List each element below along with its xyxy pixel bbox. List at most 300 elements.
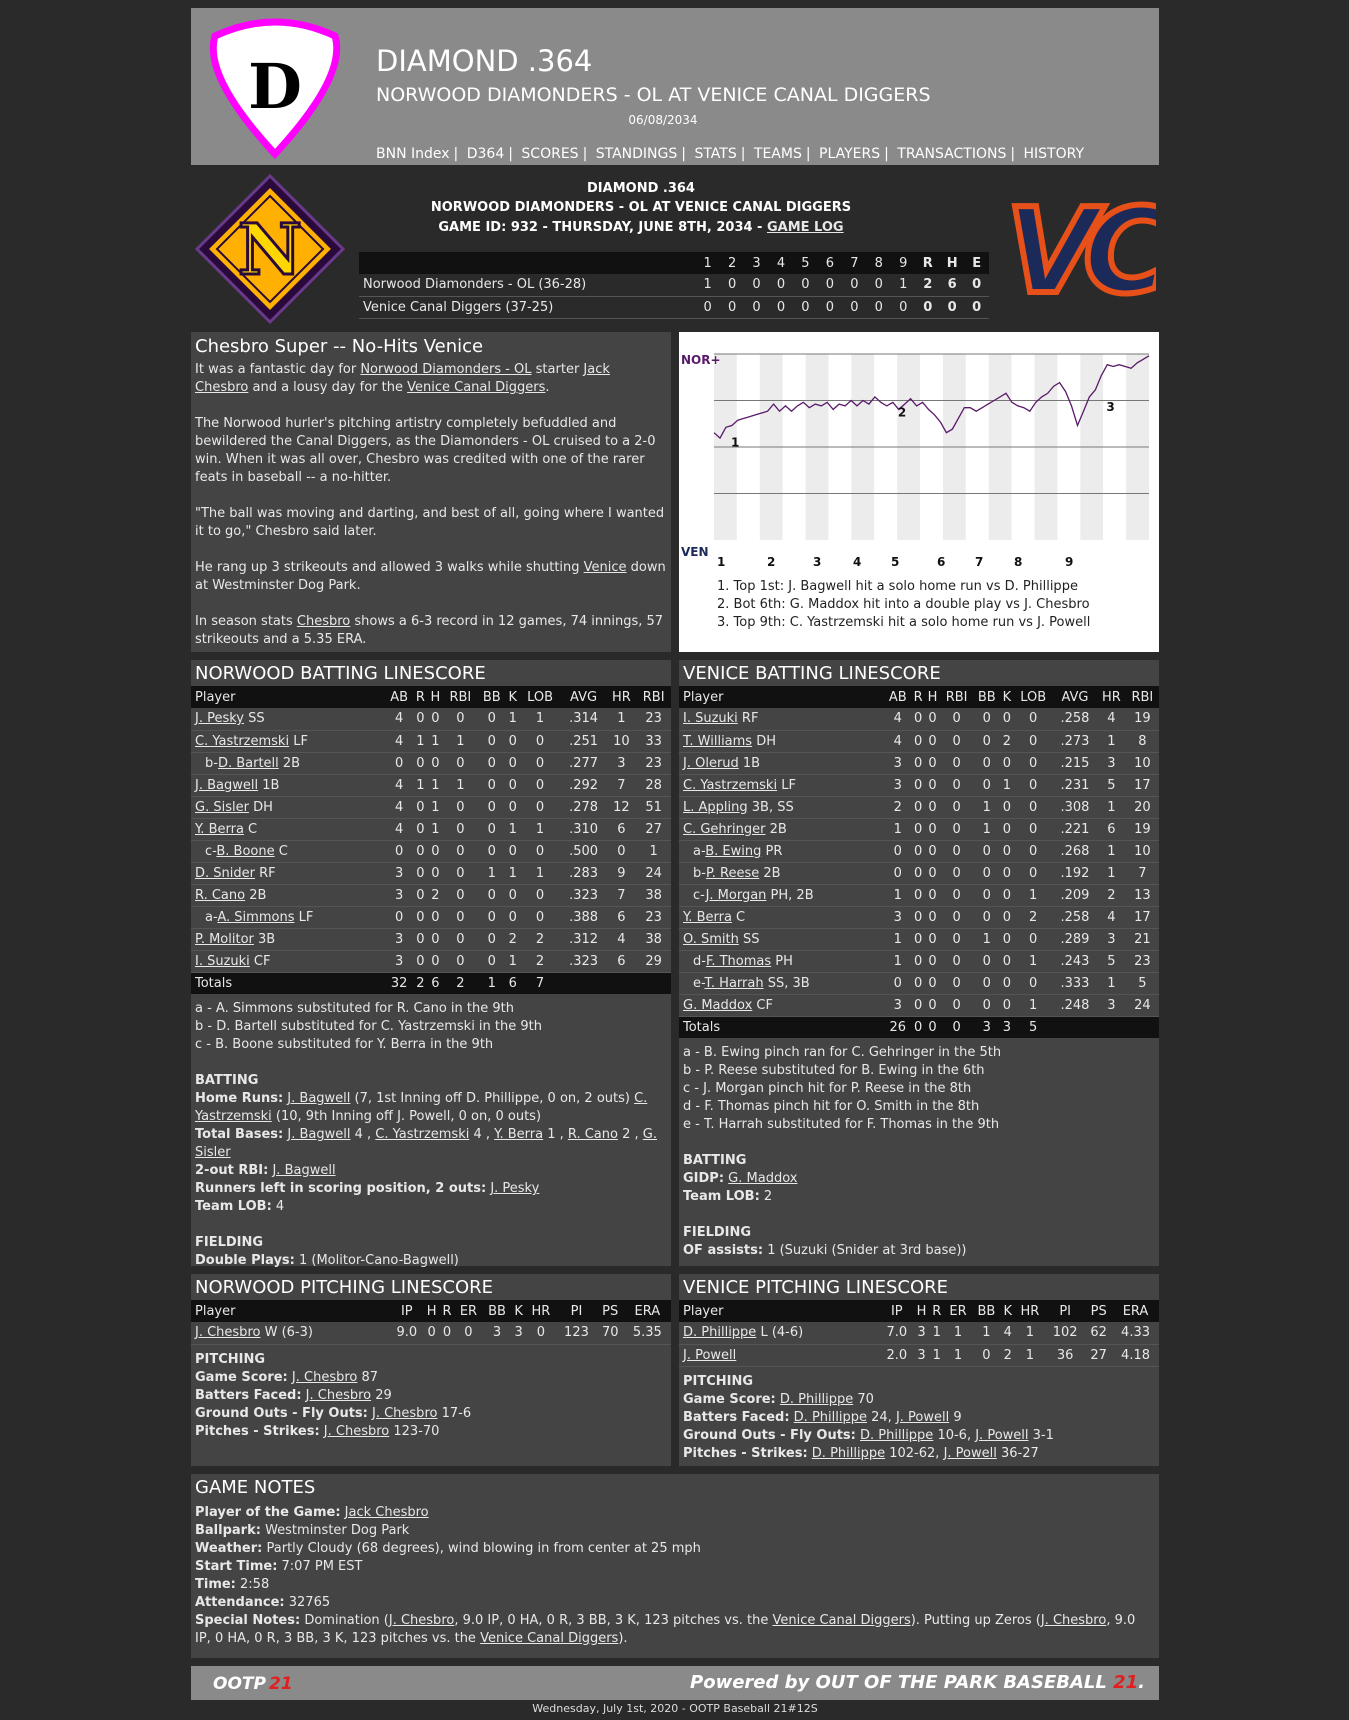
stat-cell: 4.18 <box>1112 1344 1159 1366</box>
player-link[interactable]: Y. Berra <box>683 909 732 925</box>
player-link[interactable]: J. Chesbro <box>323 1423 390 1439</box>
nav-teams[interactable]: TEAMS <box>753 146 802 162</box>
player-link[interactable]: J. Chesbro <box>305 1387 372 1403</box>
stat-cell: .273 <box>1053 730 1097 752</box>
player-position: 3B <box>253 931 276 947</box>
table-row <box>679 862 1159 884</box>
column-header: K <box>512 1300 526 1322</box>
linescore-header-blank <box>359 252 695 274</box>
stat-cell: 6 <box>607 950 637 972</box>
stat-text: 4 <box>271 1199 285 1214</box>
game-notes-panel <box>191 1474 1159 1658</box>
player-link[interactable]: L. Appling <box>683 799 748 815</box>
player-position: 2B <box>759 865 781 881</box>
note-line <box>195 1594 1155 1612</box>
panel-title: VENICE BATTING LINESCORE <box>683 663 941 684</box>
stat-text: (7, 1st Inning off D. Phillippe, 0 on, 2 outs) <box>350 1091 635 1106</box>
player-position: C <box>274 843 288 859</box>
stat-cell: 0 <box>1013 840 1053 862</box>
player-link[interactable]: F. Thomas <box>705 953 772 969</box>
column-header: BB <box>972 1300 1001 1322</box>
sub-note: c - J. Morgan pinch hit for P. Reese in the 8th <box>683 1081 972 1096</box>
linescore-val: 0 <box>769 296 793 318</box>
game-matchup: NORWOOD DIAMONDERS - OL AT VENICE CANAL DIGGERS <box>430 200 852 215</box>
diamond-logo[interactable] <box>197 16 353 161</box>
note-line <box>195 1504 1155 1522</box>
column-header: LOB <box>519 686 560 708</box>
stat-line <box>195 1090 667 1126</box>
stat-cell: 0 <box>973 884 1000 906</box>
stat-cell: 0 <box>440 1322 455 1344</box>
note-text: , 9.0 IP, 0 HA, 0 R, 3 BB, 3 K, 123 pitches vs. the <box>195 1613 1136 1646</box>
section-head <box>195 1234 667 1252</box>
table-header <box>679 1300 1159 1322</box>
stat-cell: 0 <box>911 972 925 994</box>
stat-cell: 2 <box>506 928 520 950</box>
stat-label: Batters Faced: <box>683 1409 790 1425</box>
table-row <box>679 928 1159 950</box>
stat-cell: 0 <box>911 884 925 906</box>
column-header: AVG <box>561 686 607 708</box>
stat-cell: 0 <box>911 840 925 862</box>
stat-cell: 1 <box>884 884 911 906</box>
stat-cell: 0 <box>973 752 1000 774</box>
stat-cell: 3 <box>385 928 413 950</box>
ootp-logo[interactable] <box>211 1671 301 1695</box>
chesbro-link[interactable]: Chesbro <box>296 614 351 629</box>
stat-cell: 0 <box>911 796 925 818</box>
stat-cell: .388 <box>561 906 607 928</box>
stat-cell: 0 <box>413 884 427 906</box>
column-header: R <box>413 686 427 708</box>
stat-cell: 0 <box>607 840 637 862</box>
player-link[interactable]: P. Molitor <box>195 931 254 947</box>
stat-cell: 1 <box>506 818 520 840</box>
player-cell <box>191 862 385 884</box>
stat-cell: 2 <box>1000 730 1013 752</box>
linescore-team[interactable]: Venice Canal Diggers (37-25) <box>359 296 695 318</box>
note-label: Player of the Game: <box>195 1505 341 1520</box>
stat-cell: 0 <box>519 906 560 928</box>
player-cell <box>679 994 884 1016</box>
player-link[interactable]: D. Bartell <box>217 755 279 771</box>
venice-link[interactable]: Venice <box>583 560 627 575</box>
stat-cell: 9.0 <box>390 1322 424 1344</box>
stat-cell: 1 <box>929 1344 944 1366</box>
stat-cell: 51 <box>636 796 671 818</box>
stat-cell: 27 <box>636 818 671 840</box>
stat-cell: .500 <box>561 840 607 862</box>
totals-cell: 6 <box>506 972 520 994</box>
stat-cell: 1 <box>929 1322 944 1344</box>
stat-line <box>683 1170 1155 1188</box>
stat-cell: 1 <box>443 774 478 796</box>
nav-scores[interactable]: SCORES <box>521 146 579 162</box>
totals-cell: 32 <box>385 972 413 994</box>
player-link[interactable]: T. Harrah <box>704 975 764 991</box>
player-link[interactable]: P. Reese <box>705 865 760 881</box>
totals-cell: 0 <box>940 1016 973 1038</box>
stat-cell: 0 <box>413 752 427 774</box>
column-header: R <box>911 686 925 708</box>
stat-cell: 1 <box>1097 862 1126 884</box>
linescore-col: 4 <box>769 252 793 274</box>
note-label: Start Time: <box>195 1559 278 1574</box>
nav-d364[interactable]: D364 <box>466 146 505 162</box>
section-head <box>683 1224 1155 1242</box>
stat-cell: 2 <box>519 928 560 950</box>
stat-cell: 1 <box>1013 884 1053 906</box>
stat-label: Runners left in scoring position, 2 outs: <box>195 1181 487 1196</box>
player-link[interactable]: J. Morgan <box>705 887 767 903</box>
stat-cell: 0 <box>884 862 911 884</box>
stat-cell: 70 <box>597 1322 624 1344</box>
panel-title: NORWOOD BATTING LINESCORE <box>195 663 486 684</box>
stat-cell: 0 <box>478 884 506 906</box>
linescore-val: 0 <box>964 274 989 296</box>
story-headline: Chesbro Super -- No-Hits Venice <box>195 336 484 357</box>
venice-link[interactable]: Venice Canal Diggers <box>407 380 546 395</box>
nav-sep: | <box>582 146 588 162</box>
player-link[interactable]: J. Powell <box>943 1445 997 1461</box>
linescore-col: 3 <box>744 252 768 274</box>
stat-cell: 0 <box>443 950 478 972</box>
norwood-batting-notes <box>191 994 671 1276</box>
stat-cell: 0 <box>925 796 940 818</box>
linescore-val: 1 <box>695 274 719 296</box>
player-cell <box>679 972 884 994</box>
player-link[interactable]: D. Phillippe <box>793 1409 867 1425</box>
table-body <box>191 1322 671 1344</box>
nav-stats[interactable]: STATS <box>694 146 737 162</box>
totals-cell <box>561 972 607 994</box>
stat-cell: 1 <box>1097 730 1126 752</box>
stat-cell: 1 <box>973 796 1000 818</box>
stat-cell: 0 <box>1013 862 1053 884</box>
player-link[interactable]: T. Williams <box>683 733 753 749</box>
player-cell <box>679 1344 880 1366</box>
player-position: RF <box>254 865 276 881</box>
player-cell <box>679 884 884 906</box>
stat-cell: 0 <box>911 928 925 950</box>
stat-cell: 1 <box>607 708 637 730</box>
linescore-val: 0 <box>793 274 817 296</box>
player-link[interactable]: B. Ewing <box>705 843 762 859</box>
stat-cell: 0 <box>443 862 478 884</box>
nav-history[interactable]: HISTORY <box>1023 146 1085 162</box>
norwood-pitching-notes <box>191 1345 671 1447</box>
site-header <box>191 8 1159 165</box>
stat-cell: 1 <box>428 818 444 840</box>
stat-text: 10-6, <box>933 1427 976 1443</box>
stat-cell: 4 <box>385 708 413 730</box>
nav-transactions[interactable]: TRANSACTIONS <box>897 146 1007 162</box>
player-link[interactable]: Y. Berra <box>494 1127 544 1142</box>
stat-cell: 1 <box>413 730 427 752</box>
sub-marker: c- <box>205 843 217 859</box>
player-link[interactable]: R. Cano <box>195 887 246 903</box>
page-wrap <box>191 8 1159 1715</box>
stat-cell: 2 <box>519 950 560 972</box>
player-link[interactable]: B. Boone <box>216 843 275 859</box>
table-row <box>679 1344 1159 1366</box>
linescore-row <box>359 274 989 296</box>
player-position: LF <box>289 733 308 749</box>
player-link[interactable]: D. Phillippe <box>860 1427 934 1443</box>
table-row <box>679 840 1159 862</box>
stat-cell: 1 <box>1097 972 1126 994</box>
player-cell <box>679 774 884 796</box>
totals-cell <box>1053 1016 1097 1038</box>
player-link[interactable]: C. Yastrzemski <box>195 733 290 749</box>
stat-cell: 3 <box>914 1322 930 1344</box>
nav-bnn-index[interactable]: BNN Index <box>376 146 450 162</box>
story-text: He rang up 3 strikeouts and allowed 3 walks while shutting <box>195 560 584 575</box>
player-position: CF <box>752 997 773 1013</box>
player-link[interactable]: J. Bagwell <box>287 1091 351 1106</box>
stat-cell: 4 <box>385 818 413 840</box>
column-header: K <box>506 686 520 708</box>
team-link[interactable]: Venice Canal Diggers <box>772 1613 911 1628</box>
table-row <box>191 928 671 950</box>
story-paragraph <box>195 613 667 649</box>
table-body <box>679 1322 1159 1366</box>
stat-cell: 1 <box>884 928 911 950</box>
linescore-val: 0 <box>867 296 891 318</box>
player-link[interactable]: D. Phillippe <box>683 1325 757 1341</box>
column-header: ERA <box>1112 1300 1159 1322</box>
stat-cell: 0 <box>940 994 973 1016</box>
player-link[interactable]: J. Olerud <box>683 755 739 771</box>
stat-cell: 0 <box>413 840 427 862</box>
stat-cell: 1 <box>1097 840 1126 862</box>
player-link[interactable]: J. Chesbro <box>388 1613 455 1628</box>
game-log-link[interactable]: GAME LOG <box>766 220 844 235</box>
player-position: PH <box>771 953 793 969</box>
stat-cell: 1 <box>443 730 478 752</box>
stat-cell: 1 <box>506 708 520 730</box>
sub-note: c - B. Boone substituted for Y. Berra in the 9th <box>195 1037 494 1052</box>
stat-text: 9 <box>949 1409 962 1425</box>
player-position: PH, 2B <box>766 887 814 903</box>
table-row <box>679 1322 1159 1344</box>
player-link[interactable]: J. Chesbro <box>372 1405 438 1421</box>
player-position: CF <box>249 953 271 969</box>
stat-cell: 0 <box>925 708 940 730</box>
game-id: GAME ID: 932 - THURSDAY, JUNE 8TH, 2034 - <box>438 220 767 235</box>
story-text: down at Westminster Dog Park. <box>195 560 666 593</box>
player-link[interactable]: J. Powell <box>975 1427 1029 1443</box>
linescore-team[interactable]: Norwood Diamonders - OL (36-28) <box>359 274 695 296</box>
player-link[interactable]: Jack Chesbro <box>344 1505 429 1520</box>
player-link[interactable]: J. Bagwell <box>195 777 259 793</box>
player-link[interactable]: J. Pesky <box>195 711 245 727</box>
stat-text: 1 , <box>543 1127 568 1142</box>
stat-line <box>683 1188 1155 1206</box>
stat-text: 70 <box>853 1391 874 1407</box>
table-header <box>191 686 671 708</box>
stat-cell: 1 <box>1000 774 1013 796</box>
player-link[interactable]: D. Snider <box>195 865 255 881</box>
stat-cell: 0 <box>424 1322 440 1344</box>
player-link[interactable]: C. Yastrzemski <box>195 1091 648 1124</box>
player-link[interactable]: J. Chesbro <box>291 1369 358 1385</box>
chart-x-tick: 3 <box>813 555 822 569</box>
story-paragraph <box>195 559 667 595</box>
player-position: 3B, SS <box>747 799 794 815</box>
stat-cell: 17 <box>1126 774 1159 796</box>
stat-label: Batters Faced: <box>195 1387 302 1403</box>
stat-cell: 12 <box>607 796 637 818</box>
player-link[interactable]: G. Maddox <box>683 997 753 1013</box>
venice-batting-panel <box>679 660 1159 1266</box>
spacer <box>195 1216 667 1234</box>
stat-cell: 0 <box>519 796 560 818</box>
top-nav <box>376 146 1084 162</box>
team-link[interactable]: Venice Canal Diggers <box>480 1631 619 1646</box>
stat-label: Home Runs: <box>195 1091 284 1106</box>
stat-cell: 2 <box>1001 1344 1015 1366</box>
player-link[interactable]: D. Phillippe <box>811 1445 886 1461</box>
player-link[interactable]: G. Sisler <box>195 799 249 815</box>
stat-cell: .278 <box>561 796 607 818</box>
linescore-val: 0 <box>744 274 768 296</box>
stat-cell: 1 <box>1013 950 1053 972</box>
powered-by-number: 21 <box>1113 1672 1139 1693</box>
column-header: K <box>1001 1300 1015 1322</box>
player-link[interactable]: J. Powell <box>683 1347 737 1363</box>
player-link[interactable]: C. Yastrzemski <box>683 777 778 793</box>
spacer <box>683 1134 1155 1152</box>
player-link[interactable]: I. Suzuki <box>195 953 250 969</box>
column-header: ER <box>454 1300 482 1322</box>
sub-marker: b- <box>205 755 218 771</box>
norwood-team-logo[interactable] <box>195 174 345 324</box>
totals-row <box>679 1016 1159 1038</box>
player-link[interactable]: J. Bagwell <box>272 1163 336 1178</box>
stat-cell: 0 <box>925 818 940 840</box>
player-cell <box>679 840 884 862</box>
table-body <box>679 708 1159 1038</box>
stat-cell: 0 <box>911 862 925 884</box>
stat-cell: 0 <box>940 708 973 730</box>
column-header: Player <box>679 1300 880 1322</box>
table-row <box>191 796 671 818</box>
stat-cell: 0 <box>940 818 973 840</box>
stat-cell: 0 <box>1000 796 1013 818</box>
spacer <box>683 1206 1155 1224</box>
player-link[interactable]: C. Yastrzemski <box>375 1127 470 1142</box>
linescore-col: R <box>915 252 939 274</box>
chart-x-tick: 9 <box>1065 555 1074 569</box>
norwood-link[interactable]: Norwood Diamonders - OL <box>360 362 532 377</box>
stat-cell: 0 <box>506 796 520 818</box>
player-link[interactable]: J. Chesbro <box>1040 1613 1107 1628</box>
stat-cell: .292 <box>561 774 607 796</box>
stat-cell: 1 <box>1015 1322 1045 1344</box>
column-header: AVG <box>1053 686 1097 708</box>
nav-players[interactable]: PLAYERS <box>819 146 881 162</box>
player-link[interactable]: I. Suzuki <box>683 711 738 727</box>
player-cell <box>679 730 884 752</box>
player-link[interactable]: J. Bagwell <box>287 1127 351 1142</box>
norwood-pitching-table <box>191 1300 671 1345</box>
note-label: Weather: <box>195 1541 263 1556</box>
nav-sep: | <box>508 146 513 162</box>
win-probability-chart <box>679 332 1159 652</box>
totals-cell: 2 <box>443 972 478 994</box>
stat-cell: 6 <box>607 818 637 840</box>
player-position: SS <box>244 711 265 727</box>
stat-cell: 0 <box>973 730 1000 752</box>
venice-team-logo[interactable] <box>1006 180 1156 320</box>
linescore-val: 0 <box>867 274 891 296</box>
player-link[interactable]: R. Cano <box>567 1127 618 1142</box>
chart-annotation-label: 2 <box>897 405 907 420</box>
stat-cell: 4 <box>884 730 911 752</box>
player-position: 2B <box>245 887 267 903</box>
section-head-text: FIELDING <box>683 1225 752 1240</box>
stat-cell: 0 <box>443 906 478 928</box>
stat-cell: 4 <box>385 730 413 752</box>
column-header: ERA <box>624 1300 671 1322</box>
totals-cell: 26 <box>884 1016 911 1038</box>
player-link[interactable]: C. Gehringer <box>683 821 766 837</box>
player-link[interactable]: J. Powell <box>895 1409 950 1425</box>
player-link[interactable]: J. Pesky <box>490 1181 540 1196</box>
player-link[interactable]: G. Maddox <box>728 1171 798 1186</box>
chesbro-link[interactable]: Jack Chesbro <box>195 362 610 395</box>
chart-x-tick: 4 <box>853 555 862 569</box>
stat-cell: 2.0 <box>880 1344 913 1366</box>
player-link[interactable]: G. Sisler <box>195 1127 657 1160</box>
stat-line <box>195 1405 667 1423</box>
player-link[interactable]: A. Simmons <box>217 909 295 925</box>
player-link[interactable]: O. Smith <box>683 931 739 947</box>
stat-cell: .209 <box>1053 884 1097 906</box>
game-id-line <box>391 220 891 235</box>
player-link[interactable]: Y. Berra <box>195 821 244 837</box>
player-link[interactable]: D. Phillippe <box>779 1391 854 1407</box>
stat-label: Team LOB: <box>195 1199 272 1214</box>
stat-cell: 29 <box>636 950 671 972</box>
linescore-col: E <box>964 252 989 274</box>
footer-stamp: Wednesday, July 1st, 2020 - OOTP Baseball 21#12S <box>532 1702 818 1715</box>
nav-standings[interactable]: STANDINGS <box>595 146 678 162</box>
player-link[interactable]: J. Chesbro <box>195 1325 261 1341</box>
table-row <box>679 752 1159 774</box>
stat-cell: 0 <box>973 708 1000 730</box>
column-header: BB <box>973 686 1000 708</box>
stat-text: 2 , <box>617 1127 643 1142</box>
stat-cell: 7 <box>607 884 637 906</box>
stat-cell: 0 <box>428 752 444 774</box>
chart-bottom-label: VEN <box>681 545 709 559</box>
story-row <box>191 332 1159 660</box>
panel-title: VENICE PITCHING LINESCORE <box>683 1277 948 1298</box>
stat-cell: 24 <box>1126 994 1159 1016</box>
powered-by[interactable] <box>690 1672 1145 1693</box>
stat-cell: 0 <box>506 840 520 862</box>
stat-cell: 23 <box>636 906 671 928</box>
stat-cell: 0 <box>506 906 520 928</box>
stat-cell: 4 <box>884 708 911 730</box>
linescore-val: 0 <box>891 296 915 318</box>
player-cell <box>679 708 884 730</box>
stat-cell: 0 <box>1000 862 1013 884</box>
decision: L (4-6) <box>756 1325 804 1341</box>
linescore-row <box>359 296 989 318</box>
